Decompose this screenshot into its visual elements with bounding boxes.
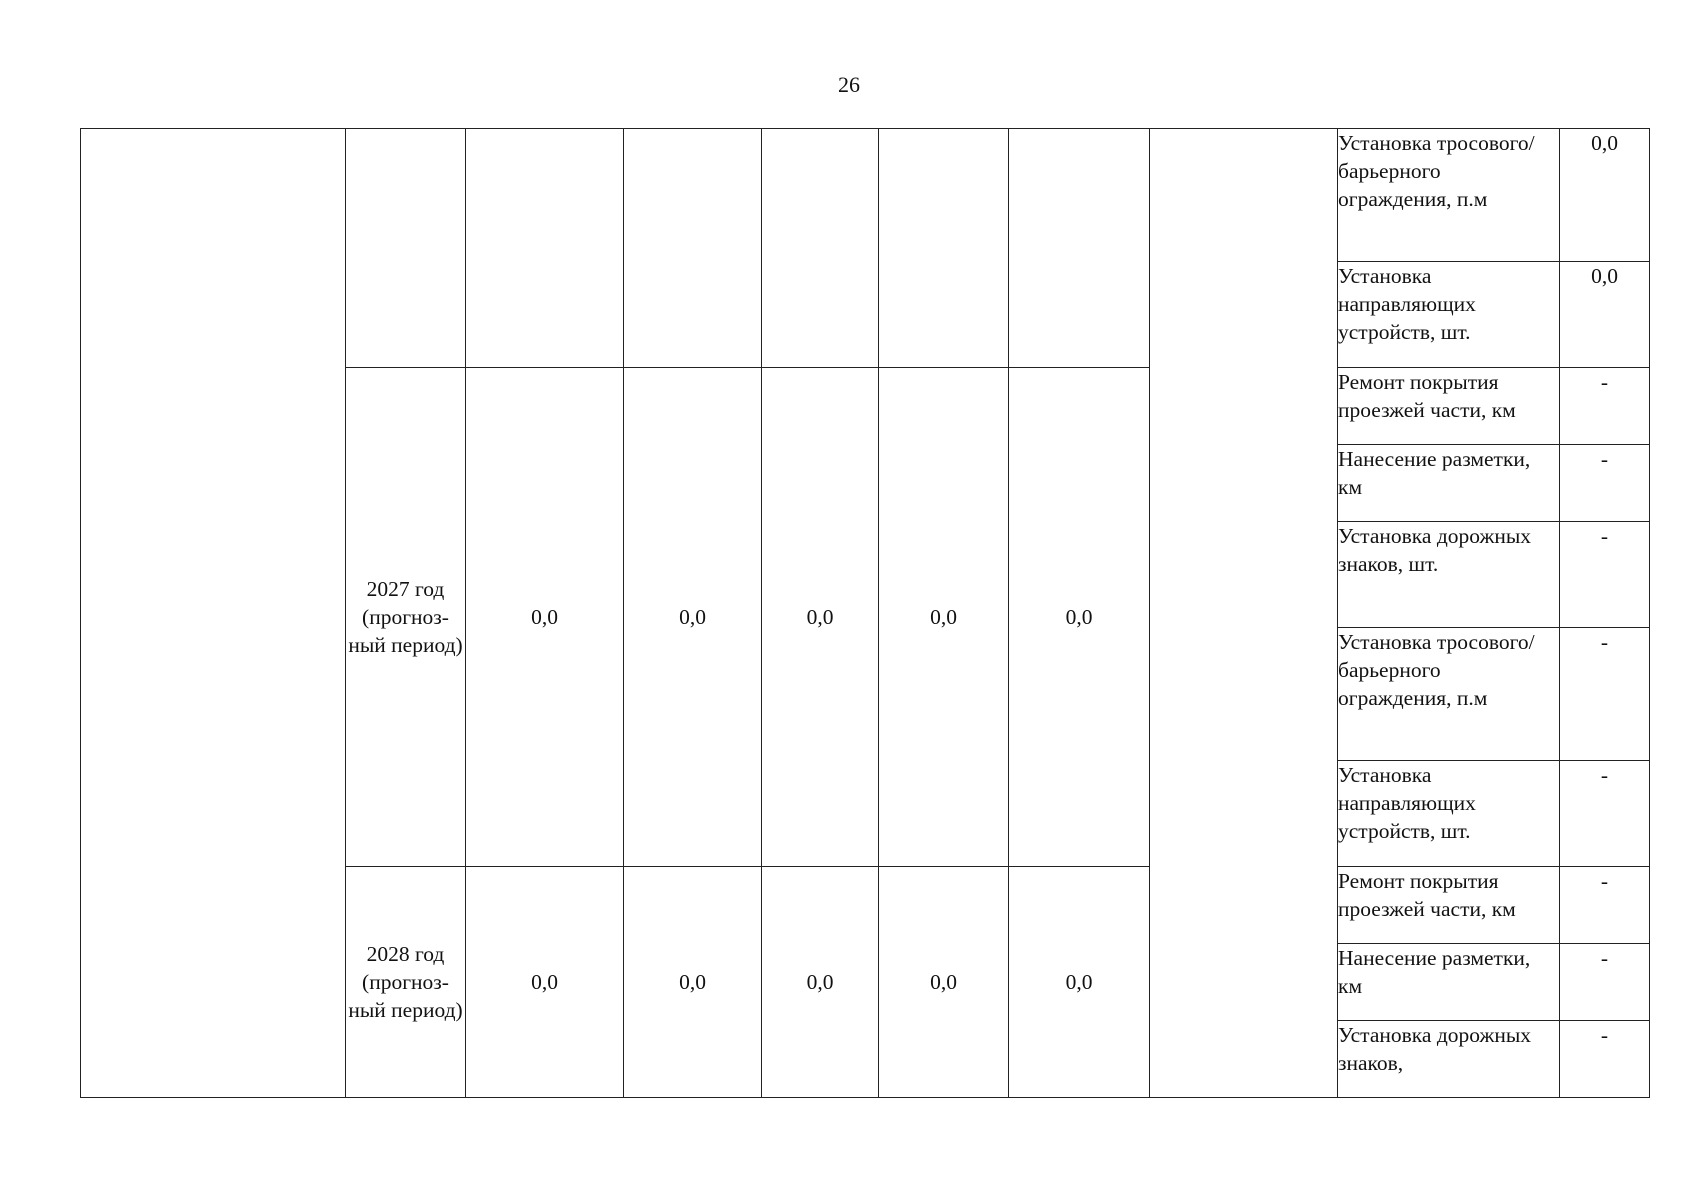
- work-value: -: [1560, 522, 1650, 628]
- year-cell: 2028 год (прогноз-ный период): [346, 867, 466, 1098]
- work-name: Установка тросового/ барьерного ограждения, п.м: [1338, 628, 1560, 761]
- budget-table: [80, 128, 1650, 1098]
- work-value: -: [1560, 761, 1650, 867]
- amount-cell: 0,0: [466, 867, 624, 1098]
- work-value: 0,0: [1560, 262, 1650, 368]
- amount-cell: [624, 129, 762, 368]
- amount-cell: [1009, 129, 1150, 368]
- year-cell: [346, 129, 466, 368]
- work-name: Нанесение разметки, км: [1338, 445, 1560, 522]
- amount-cell: 0,0: [762, 867, 879, 1098]
- work-name: Ремонт покрытия проезжей части, км: [1338, 867, 1560, 944]
- work-name: Установка направляющих устройств, шт.: [1338, 262, 1560, 368]
- work-name: Установка дорожных знаков, шт.: [1338, 522, 1560, 628]
- work-name: Ремонт покрытия проезжей части, км: [1338, 368, 1560, 445]
- amount-cell: 0,0: [1009, 867, 1150, 1098]
- executor-cell: [1150, 129, 1338, 1098]
- page-number: 26: [838, 72, 860, 97]
- amount-cell: [466, 129, 624, 368]
- work-value: -: [1560, 445, 1650, 522]
- work-name: Установка тросового/ барьерного ограждения, п.м: [1338, 129, 1560, 262]
- object-name-cell: [81, 129, 346, 1098]
- amount-cell: 0,0: [1009, 368, 1150, 867]
- year-cell: 2027 год (прогноз-ный период): [346, 368, 466, 867]
- amount-cell: 0,0: [466, 368, 624, 867]
- work-value: -: [1560, 628, 1650, 761]
- amount-cell: [879, 129, 1009, 368]
- amount-cell: 0,0: [624, 867, 762, 1098]
- work-value: -: [1560, 944, 1650, 1021]
- amount-cell: 0,0: [624, 368, 762, 867]
- work-value: -: [1560, 867, 1650, 944]
- work-value: -: [1560, 368, 1650, 445]
- amount-cell: [762, 129, 879, 368]
- work-value: -: [1560, 1021, 1650, 1098]
- amount-cell: 0,0: [762, 368, 879, 867]
- work-name: Установка дорожных знаков,: [1338, 1021, 1560, 1098]
- table-row: [81, 129, 1650, 262]
- work-name: Нанесение разметки, км: [1338, 944, 1560, 1021]
- work-name: Установка направляющих устройств, шт.: [1338, 761, 1560, 867]
- amount-cell: 0,0: [879, 867, 1009, 1098]
- work-value: 0,0: [1560, 129, 1650, 262]
- amount-cell: 0,0: [879, 368, 1009, 867]
